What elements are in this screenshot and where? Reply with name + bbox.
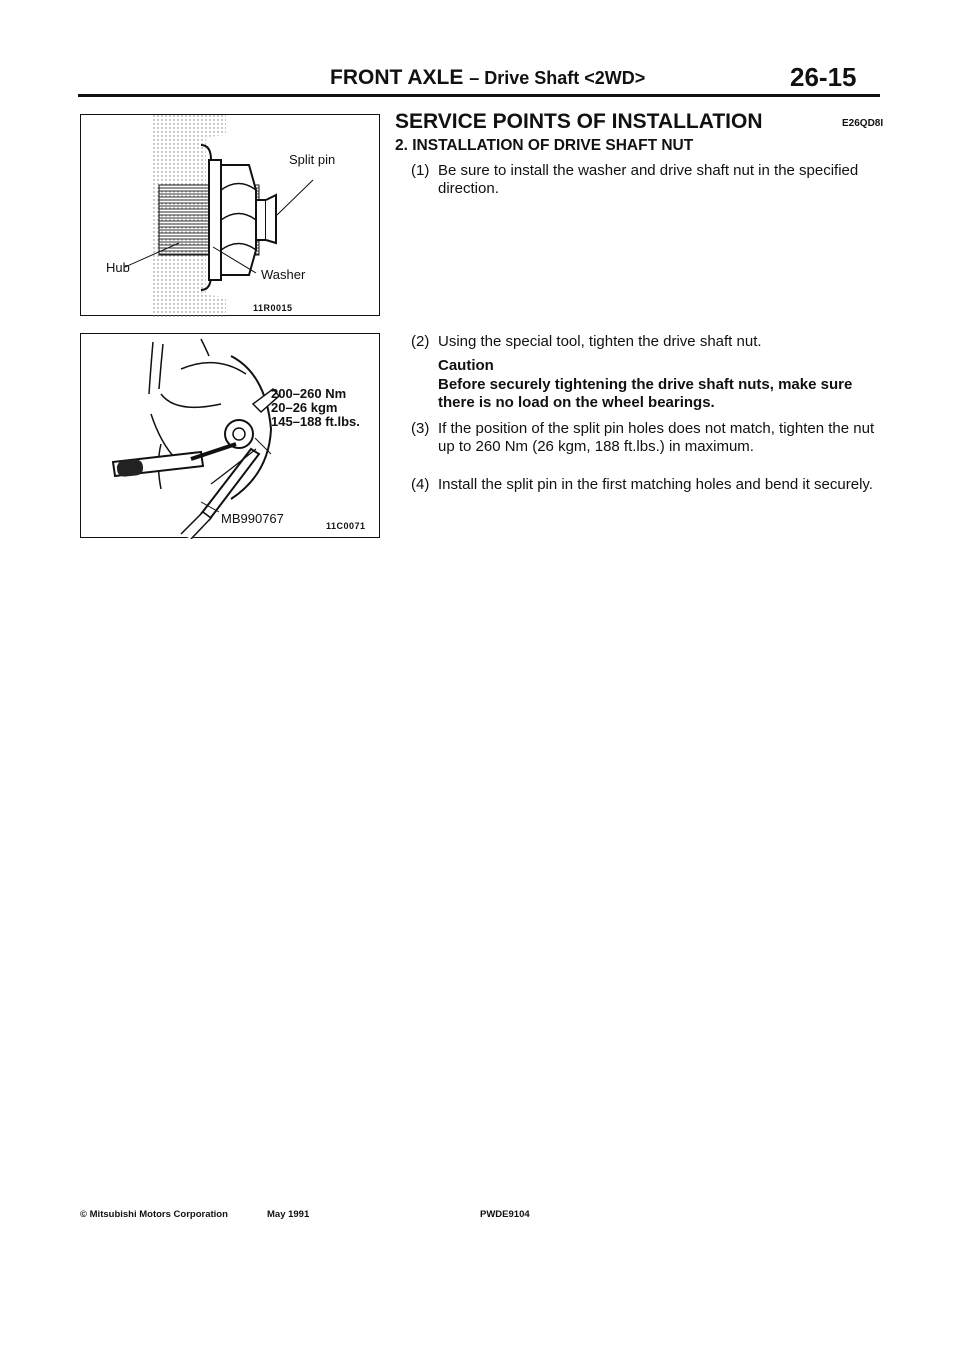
torque-nm: 200–260 Nm xyxy=(271,386,347,401)
footer-copyright: © Mitsubishi Motors Corporation xyxy=(80,1209,228,1220)
step-number: (1) xyxy=(411,162,430,179)
label-split-pin: Split pin xyxy=(289,152,336,167)
figure-special-tool xyxy=(80,333,380,538)
step-2 xyxy=(411,333,883,351)
figure2-code: 11C0071 xyxy=(326,521,366,531)
footer-date: May 1991 xyxy=(267,1209,310,1220)
figure1-code: 11R0015 xyxy=(253,303,293,313)
step-4 xyxy=(411,476,883,494)
caution-title: Caution xyxy=(438,357,494,374)
label-tool-number: MB990767 xyxy=(221,511,284,526)
step-number: (4) xyxy=(411,476,430,493)
special-tool-illustration xyxy=(81,334,381,539)
header-title: FRONT AXLE xyxy=(330,66,464,89)
label-washer: Washer xyxy=(261,267,306,282)
step-1 xyxy=(411,162,883,198)
page-number: 26-15 xyxy=(790,62,857,92)
step-3 xyxy=(411,420,883,456)
step-number: (3) xyxy=(411,420,430,437)
section-code: E26QD8I xyxy=(842,118,884,129)
footer-doc-id: PWDE9104 xyxy=(480,1209,530,1220)
section-title: SERVICE POINTS OF INSTALLATION xyxy=(395,110,763,133)
torque-kgm: 20–26 kgm xyxy=(271,400,338,415)
page-header-title xyxy=(330,66,645,90)
header-subtitle: – Drive Shaft <2WD> xyxy=(469,68,646,88)
step-text: Be sure to install the washer and drive shaft nut in the specified direction. xyxy=(438,162,859,197)
step-number: (2) xyxy=(411,333,430,350)
subsection-heading: 2. INSTALLATION OF DRIVE SHAFT NUT xyxy=(395,137,694,154)
step-text: Install the split pin in the first matching holes and bend it securely. xyxy=(438,476,873,493)
header-rule xyxy=(78,94,880,97)
step-text: If the position of the split pin holes does not match, tighten the nut up to 260 Nm (26 kgm, 188 ft.lbs.) in maximum. xyxy=(438,420,875,455)
figure-split-pin xyxy=(80,114,380,316)
torque-ftlbs: 145–188 ft.lbs. xyxy=(271,414,360,429)
split-pin-illustration xyxy=(81,115,381,317)
caution-text: Before securely tightening the drive shaft nuts, make sure there is no load on the wheel bearings. xyxy=(438,376,853,411)
label-hub: Hub xyxy=(106,260,130,275)
step-text: Using the special tool, tighten the drive shaft nut. xyxy=(438,333,762,350)
